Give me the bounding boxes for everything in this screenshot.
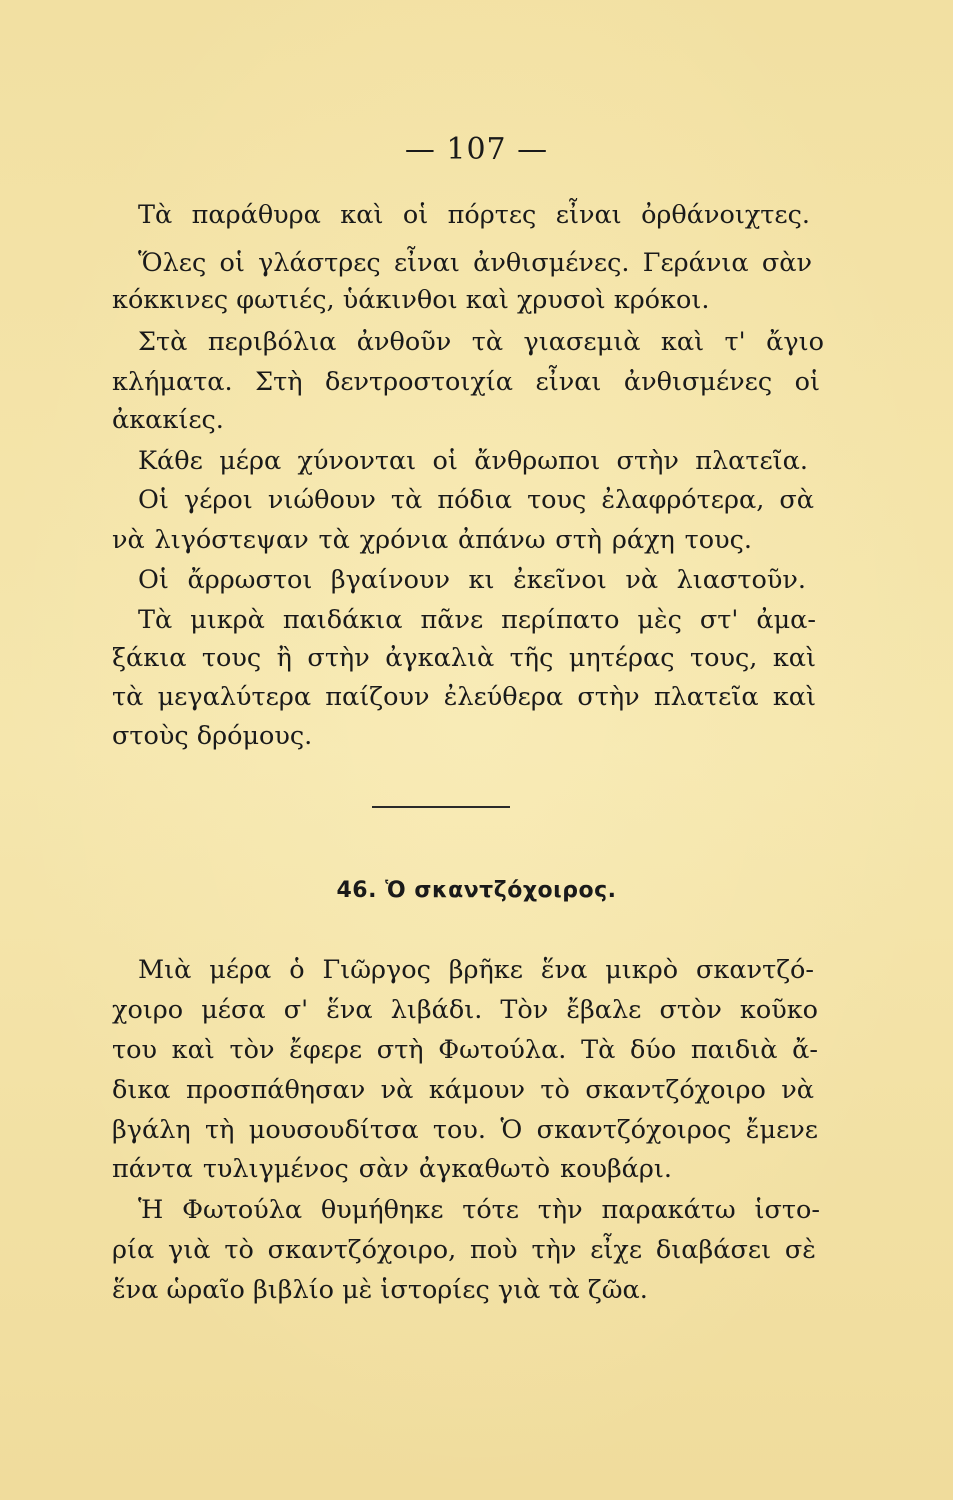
text-line: Στὰ περιβόλια ἀνθοῦν τὰ γιασεμιὰ καὶ τ' ἄγιο: [138, 327, 824, 357]
text-line: ξάκια τους ἢ στὴν ἀγκαλιὰ τῆς μητέρας τους, καὶ: [112, 643, 816, 673]
text-line: Οἱ γέροι νιώθουν τὰ πόδια τους ἐλαφρότερα, σὰ: [138, 485, 814, 515]
text-line: νὰ λιγόστεψαν τὰ χρόνια ἀπάνω στὴ ράχη τους.: [112, 525, 752, 555]
section-divider: [372, 806, 510, 808]
text-line: πάντα τυλιγμένος σὰν ἀγκαθωτὸ κουβάρι.: [112, 1154, 672, 1184]
text-line: Ἡ Φωτούλα θυμήθηκε τότε τὴν παρακάτω ἱστο-: [138, 1195, 820, 1225]
text-line: βγάλη τὴ μουσουδίτσα του. Ὁ σκαντζόχοιρος ἔμενε: [112, 1115, 818, 1145]
text-line: τὰ μεγαλύτερα παίζουν ἐλεύθερα στὴν πλατεῖα καὶ: [112, 682, 816, 712]
text-line: ἕνα ὡραῖο βιβλίο μὲ ἱστορίες γιὰ τὰ ζῶα.: [112, 1275, 648, 1305]
text-line: κόκκινες φωτιές, ὑάκινθοι καὶ χρυσοὶ κρόκοι.: [112, 285, 710, 315]
text-line: ρία γιὰ τὸ σκαντζόχοιρο, ποὺ τὴν εἶχε διαβάσει σὲ: [112, 1235, 816, 1265]
text-line: Μιὰ μέρα ὁ Γιῶργος βρῆκε ἕνα μικρὸ σκαντζό-: [138, 955, 814, 985]
text-line: Οἱ ἄρρωστοι βγαίνουν κι ἐκεῖνοι νὰ λιαστοῦν.: [138, 565, 806, 595]
text-line: του καὶ τὸν ἔφερε στὴ Φωτούλα. Τὰ δύο παιδιὰ ἄ-: [112, 1035, 818, 1065]
text-line: χοιρο μέσα σ' ἕνα λιβάδι. Τὸν ἔβαλε στὸν κοῦκο: [112, 995, 818, 1025]
text-line: δικα προσπάθησαν νὰ κάμουν τὸ σκαντζόχοιρο νὰ: [112, 1075, 814, 1105]
text-line: Τὰ παράθυρα καὶ οἱ πόρτες εἶναι ὀρθάνοιχτες.: [138, 200, 810, 230]
text-line: Ὅλες οἱ γλάστρες εἶναι ἀνθισμένες. Γεράνια σὰν: [138, 248, 812, 278]
text-line: ἀκακίες.: [112, 405, 224, 435]
section-title: 46. Ὁ σκαντζόχοιρος.: [336, 878, 617, 903]
text-line: Κάθε μέρα χύνονται οἱ ἄνθρωποι στὴν πλατεῖα.: [138, 446, 808, 476]
text-line: κλήματα. Στὴ δεντροστοιχία εἶναι ἀνθισμένες οἱ: [112, 367, 820, 397]
page-number: — 107 —: [404, 132, 549, 167]
text-line: Τὰ μικρὰ παιδάκια πᾶνε περίπατο μὲς στ' ἀμα-: [138, 605, 816, 635]
text-line: στοὺς δρόμους.: [112, 721, 313, 751]
